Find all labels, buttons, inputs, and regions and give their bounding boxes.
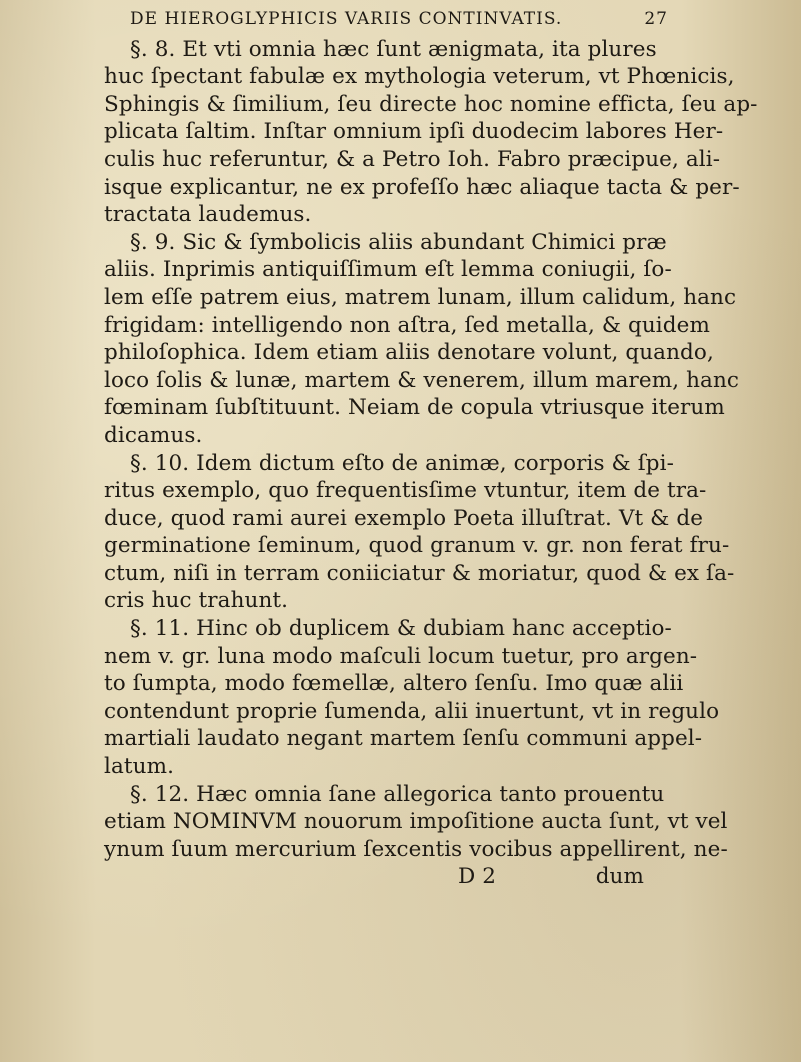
text-line: cris huc trahunt. xyxy=(104,588,289,614)
text-line: §. 8. Et vti omnia hæc ſunt ænigmata, ita plures xyxy=(130,36,657,62)
text-line: §. 11. Hinc ob duplicem & dubiam hanc acceptio- xyxy=(130,616,672,642)
page-footer xyxy=(104,863,794,891)
text-line: §. 12. Hæc omnia ſane allegorica tanto prouentu xyxy=(130,781,665,807)
text-line: ritus exemplo, quo frequentisſime vtuntur, item de tra- xyxy=(104,478,707,504)
text-line: tractata laudemus. xyxy=(104,202,312,228)
catchword: dum xyxy=(595,864,644,890)
text-line: ynum ſuum mercurium ſexcentis vocibus appellirent, ne- xyxy=(104,836,728,862)
text-line: huc ſpectant fabulæ ex mythologia veterum, vt Phœnicis, xyxy=(104,64,735,90)
text-line: frigidam: intelligendo non aſtra, ſed metalla, & quidem xyxy=(104,312,710,338)
text-line: to ſumpta, modo fœmellæ, altero ſenſu. Imo quæ alii xyxy=(104,671,684,697)
page-number: 27 xyxy=(644,9,668,29)
text-line: plicata ſaltim. Inſtar omnium ipſi duodecim labores Her- xyxy=(104,119,724,145)
text-line: ctum, niſi in terram coniiciatur & moriatur, quod & ex ſa- xyxy=(104,560,735,586)
text-line: nem v. gr. luna modo maſculi locum tuetur, pro argen- xyxy=(104,643,698,669)
text-line: §. 9. Sic & ſymbolicis aliis abundant Chimici præ xyxy=(130,229,667,255)
text-line: latum. xyxy=(104,754,175,780)
text-line: §. 10. Idem dictum eſto de animæ, corporis & ſpi- xyxy=(130,450,674,476)
text-line: etiam NOMINVM nouorum impoſitione aucta ſunt, vt vel xyxy=(104,809,728,835)
text-line: Sphingis & ſimilium, ſeu directe hoc nomine efficta, ſeu ap- xyxy=(104,91,758,117)
text-line: lem eſſe patrem eius, matrem lunam, illum calidum, hanc xyxy=(104,284,737,310)
page-header xyxy=(104,6,794,34)
text-line: culis huc referuntur, & a Petro Ioh. Fabro præcipue, ali- xyxy=(104,146,721,172)
text-line: philoſophica. Idem etiam aliis denotare volunt, quando, xyxy=(104,340,714,366)
text-line: duce, quod rami aurei exemplo Poeta illuſtrat. Vt & de xyxy=(104,505,704,531)
text-line: germinatione ſeminum, quod granum v. gr. non ferat fru- xyxy=(104,533,730,559)
text-line: martiali laudato negant martem ſenſu communi appel- xyxy=(104,726,703,752)
text-line: dicamus. xyxy=(104,422,203,448)
text-line: loco ſolis & lunæ, martem & venerem, illum marem, hanc xyxy=(104,367,740,393)
signature-mark: D 2 xyxy=(458,864,497,890)
text-line: contendunt proprie ſumenda, alii inuertunt, vt in regulo xyxy=(104,698,720,724)
text-line: isque explicantur, ne ex profeſſo hæc aliaque tacta & per- xyxy=(104,174,740,200)
text-line: fœminam ſubſtituunt. Neiam de copula vtriusque iterum xyxy=(104,395,725,421)
text-line: aliis. Inprimis antiquiſſimum eſt lemma coniugii, ſo- xyxy=(104,257,672,283)
page-text xyxy=(104,6,794,891)
running-title: DE HIEROGLYPHICIS VARIIS CONTINVATIS. xyxy=(130,9,563,29)
